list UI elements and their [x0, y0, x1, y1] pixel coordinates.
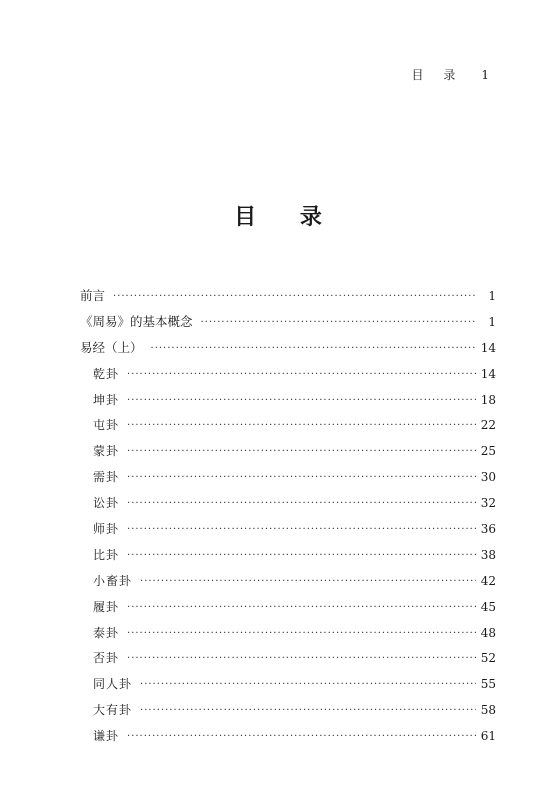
toc-entry[interactable] [80, 700, 496, 726]
toc-entry-title: 讼卦 [93, 496, 120, 511]
toc-entry[interactable] [80, 726, 496, 752]
dot-leader [127, 391, 476, 411]
dot-leader [127, 468, 476, 488]
toc-entry[interactable] [80, 415, 496, 441]
toc-entry-title: 同人卦 [93, 677, 133, 692]
toc-entry[interactable] [80, 312, 496, 338]
toc-entry-page-number: 38 [480, 547, 496, 562]
toc-entry-title: 坤卦 [93, 392, 120, 407]
toc-entry-title: 否卦 [93, 651, 120, 666]
running-header [412, 66, 489, 83]
toc-entry[interactable] [80, 571, 496, 597]
toc-entry-title: 小畜卦 [93, 573, 133, 588]
toc-entry-page-number: 32 [480, 496, 496, 511]
toc-entry[interactable] [80, 674, 496, 700]
toc-entry[interactable] [80, 467, 496, 493]
toc-entry[interactable] [80, 338, 496, 364]
toc-entry-title: 谦卦 [93, 729, 120, 744]
dot-leader [140, 701, 476, 721]
page-title: 目 录 [234, 204, 340, 230]
toc-entry-page-number: 52 [480, 651, 496, 666]
toc-entry-title: 易经（上） [80, 339, 143, 355]
toc-entry-title: 《周易》的基本概念 [80, 313, 193, 329]
toc-entry[interactable] [80, 648, 496, 674]
toc-entry-page-number: 42 [480, 573, 496, 588]
toc-entry-page-number: 25 [480, 444, 496, 459]
dot-leader [127, 520, 476, 540]
dot-leader [127, 624, 476, 644]
toc-entry-title: 比卦 [93, 547, 120, 562]
toc-entry[interactable] [80, 545, 496, 571]
toc-entry-title: 需卦 [93, 470, 120, 485]
toc-entry[interactable] [80, 390, 496, 416]
toc-entry-title: 屯卦 [93, 418, 120, 433]
toc-entry-page-number: 1 [488, 314, 496, 329]
toc-entry-page-number: 1 [488, 289, 496, 303]
toc-entry-page-number: 30 [480, 470, 496, 485]
dot-leader [113, 287, 477, 307]
toc-entry-page-number: 58 [480, 703, 496, 718]
dot-leader [201, 313, 477, 333]
running-header-title: 目 录 [411, 68, 464, 82]
toc-entry[interactable] [80, 623, 496, 649]
toc-entry-title: 大有卦 [93, 703, 133, 718]
dot-leader [127, 649, 476, 669]
toc-entry-page-number: 45 [480, 599, 496, 614]
toc-entry-title: 蒙卦 [93, 444, 120, 459]
dot-leader [127, 546, 476, 566]
dot-leader [140, 572, 476, 592]
toc-entry-page-number: 36 [480, 522, 496, 537]
toc-entry-page-number: 55 [480, 677, 496, 692]
toc-entry-page-number: 18 [480, 392, 496, 407]
toc-entry-title: 乾卦 [93, 366, 120, 381]
toc-entry-page-number: 61 [480, 729, 496, 744]
running-header-page-number: 1 [481, 68, 489, 82]
table-of-contents [80, 286, 496, 752]
toc-entry[interactable] [80, 493, 496, 519]
dot-leader [151, 339, 476, 359]
dot-leader [140, 675, 476, 695]
toc-entry-title: 前言 [80, 288, 106, 303]
dot-leader [127, 416, 476, 436]
dot-leader [127, 442, 476, 462]
toc-entry-title: 师卦 [93, 522, 120, 537]
dot-leader [127, 727, 476, 747]
toc-entry-title: 泰卦 [93, 625, 120, 640]
dot-leader [127, 365, 476, 385]
toc-entry[interactable] [80, 441, 496, 467]
dot-leader [127, 494, 476, 514]
toc-entry-page-number: 14 [480, 366, 496, 381]
toc-entry-page-number: 48 [480, 625, 496, 640]
toc-entry-page-number: 22 [480, 418, 496, 433]
toc-entry-page-number: 14 [480, 340, 496, 355]
toc-entry[interactable] [80, 597, 496, 623]
dot-leader [127, 598, 476, 618]
toc-entry[interactable] [80, 364, 496, 390]
toc-entry[interactable] [80, 286, 496, 312]
toc-entry-title: 履卦 [93, 599, 120, 614]
toc-entry[interactable] [80, 519, 496, 545]
